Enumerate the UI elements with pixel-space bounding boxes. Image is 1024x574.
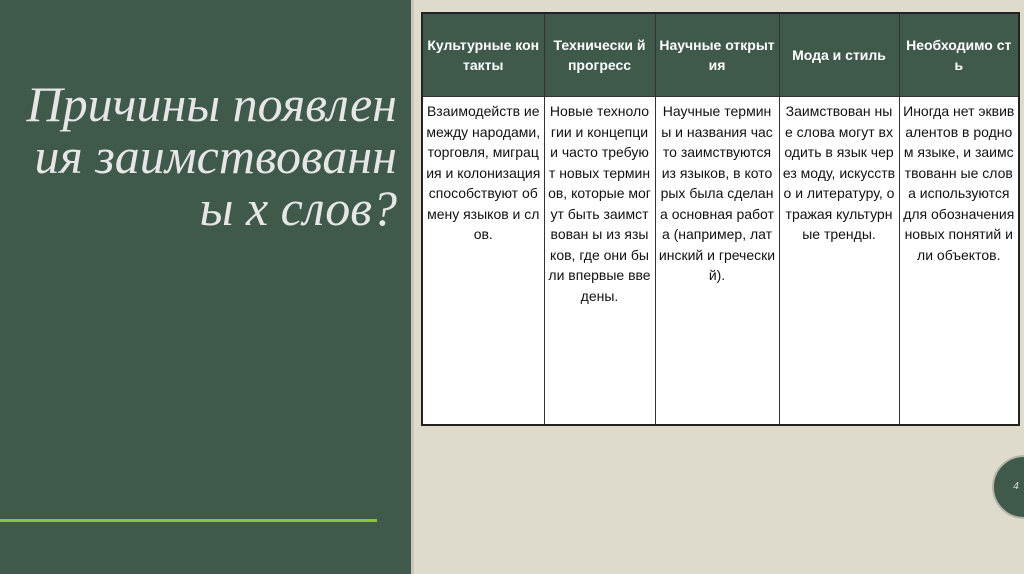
cell-cultural-contacts: Взаимодейств ие между народами, торговля, миграция и колонизация способствуют обмену языков и слов. [422, 97, 544, 426]
header-necessity: Необходимо сть [899, 13, 1019, 97]
header-technical-progress: Технически й прогресс [544, 13, 655, 97]
cell-necessity: Иногда нет эквивалентов в родном языке, и заимствованн ые слова используются для обозначения новых понятий или объектов. [899, 97, 1019, 426]
page-number-badge [992, 455, 1024, 519]
header-fashion-style: Мода и стиль [779, 13, 899, 97]
page-number: 4 [1013, 480, 1019, 492]
header-scientific-discoveries: Научные открытия [655, 13, 779, 97]
reasons-table [421, 12, 1020, 426]
cell-fashion-style: Заимствован ные слова могут входить в язык через моду, искусство и литературу, отражая культурные тренды. [779, 97, 899, 426]
table-row [422, 97, 1019, 426]
cell-scientific-discoveries: Научные термины и названия часто заимствуются из языков, в которых была сделана основная работа (например, латинский и греческий). [655, 97, 779, 426]
cell-technical-progress: Новые технологии и концепции часто требуют новых терминов, которые могут быть заимствован ы из языков, где они были впервые введены. [544, 97, 655, 426]
header-cultural-contacts: Культурные контакты [422, 13, 544, 97]
accent-line [0, 519, 377, 522]
table-header-row [422, 13, 1019, 97]
title-panel [0, 0, 411, 574]
panel-divider [411, 0, 414, 574]
slide-title: Причины появления заимствованны х слов? [26, 76, 397, 236]
